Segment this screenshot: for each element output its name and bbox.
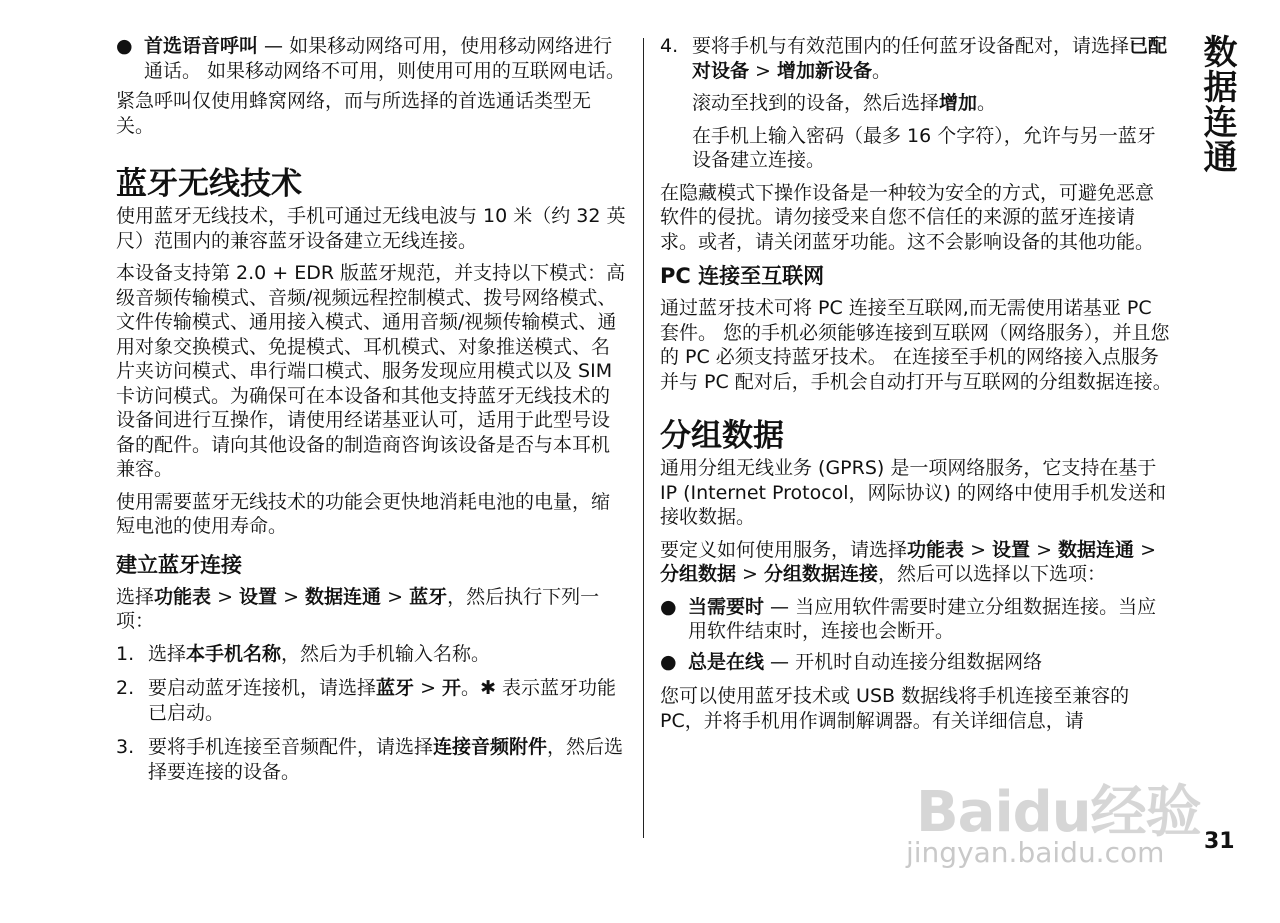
- step-text: 。: [461, 677, 481, 699]
- step-text: 滚动至找到的设备，然后选择: [692, 92, 940, 114]
- step-number: 4.: [660, 35, 679, 57]
- bullet-dot: ●: [660, 650, 677, 673]
- menu-path-item: 设置: [992, 538, 1031, 561]
- step-option: 蓝牙: [376, 677, 415, 699]
- step-text: 要将手机与有效范围内的任何蓝牙设备配对，请选择: [692, 35, 1130, 57]
- bullet-term: 首选语音呼叫: [144, 35, 259, 57]
- menu-path-item: 分组数据连接: [764, 563, 879, 585]
- setup-intro-post: ，然后执行下列一项：: [116, 585, 600, 632]
- bullet-text: — 当应用软件需要时建立分组数据连接。当应用软件结束时，连接也会断开。: [688, 595, 1157, 642]
- paragraph-text: ，然后可以选择以下选项：: [878, 563, 1107, 585]
- usb-modem-paragraph: 您可以使用蓝牙技术或 USB 数据线将手机连接至兼容的 PC，并将手机用作调制解调器。有关详细信息，请: [660, 685, 1130, 732]
- menu-path-separator: >: [277, 585, 306, 608]
- watermark-logo: Baidu经验: [916, 780, 1201, 845]
- step-2: [116, 676, 628, 725]
- menu-path-separator: >: [211, 585, 240, 608]
- menu-path-item: 功能表: [907, 538, 965, 561]
- step-text: 。: [977, 92, 997, 114]
- step-4: [660, 34, 1172, 83]
- setup-intro-paragraph: [116, 585, 628, 634]
- step-option: 本手机名称: [186, 642, 282, 665]
- bullet-term: 总是在线: [688, 650, 765, 673]
- setup-bluetooth-heading: 建立蓝牙连接: [116, 552, 242, 577]
- menu-path-item: 设置: [239, 585, 278, 608]
- bullet-dot: ●: [660, 595, 677, 618]
- menu-path-separator: >: [1134, 538, 1157, 561]
- packet-data-heading: 分组数据: [660, 418, 784, 454]
- bullet-always-online: [660, 650, 1172, 675]
- step-option: 增加新设备: [777, 59, 873, 82]
- bluetooth-paragraph-2: 本设备支持第 2.0 + EDR 版蓝牙规范，并支持以下模式：高级音频传输模式、音频/视频远程控制模式、拨号网络模式、文件传输模式、通用接入模式、通用音频/视频传输模式、通用对象交换模式、免提模式、耳机模式、对象推送模式、名片夹访问模式、串行端口模式、服务发现应用模式以及 SIM 卡访问模式。为确保可在本设备和其他支持蓝牙无线技术的设备间进行互操作，请使用经诺基亚认可，适用于此型号设备的配件。请向其他设备的制造商咨询该设备是否与本耳机兼容。: [116, 262, 626, 480]
- step-text: 。: [872, 59, 892, 82]
- step-option: 已配对设备: [692, 35, 1168, 82]
- emergency-paragraph: 紧急呼叫仅使用蜂窝网络，而与所选择的首选通话类型无关。: [116, 90, 592, 137]
- step-text: 要启动蓝牙连接机，请选择: [148, 677, 377, 699]
- bluetooth-heading: 蓝牙无线技术: [116, 166, 302, 202]
- bullet-text: — 开机时自动连接分组数据网络: [764, 650, 1043, 673]
- paragraph-text: 要定义如何使用服务，请选择: [660, 538, 908, 561]
- bluetooth-paragraph-3: 使用需要蓝牙无线技术的功能会更快地消耗电池的电量，缩短电池的使用寿命。: [116, 490, 611, 537]
- step-4-sub-1: [660, 91, 1172, 116]
- step-option: 增加: [939, 92, 978, 114]
- step-3: [116, 735, 628, 784]
- menu-path-separator: >: [1030, 538, 1059, 561]
- menu-path-separator: >: [414, 677, 443, 699]
- step-1: [116, 642, 628, 667]
- bullet-when-needed: [660, 595, 1172, 644]
- step-text: ，然后选择要连接的设备。: [148, 736, 624, 783]
- section-side-title: 数据连通: [1197, 34, 1237, 174]
- step-text: 表示蓝牙功能已启动。: [148, 677, 617, 724]
- step-number: 3.: [116, 736, 135, 758]
- bullet-dot: ●: [116, 35, 133, 57]
- menu-path-item: 数据连通: [1058, 538, 1135, 561]
- column-divider: [643, 38, 644, 838]
- menu-path-item: 数据连通: [305, 585, 382, 608]
- menu-path-separator: >: [736, 563, 765, 585]
- page-number: 31: [1204, 829, 1235, 854]
- step-option: 开: [442, 677, 462, 699]
- bluetooth-paragraph-1: 使用蓝牙无线技术，手机可通过无线电波与 10 米（约 32 英尺）范围内的兼容蓝牙设备建立无线连接。: [116, 205, 626, 252]
- watermark-url: jingyan.baidu.com: [906, 836, 1165, 869]
- menu-path-separator: >: [964, 538, 993, 561]
- menu-path-item: 蓝牙: [409, 585, 448, 608]
- left-column: [116, 34, 628, 794]
- step-number: 2.: [116, 677, 135, 699]
- bullet-preferred-voice-call: [116, 34, 628, 83]
- menu-path-separator: >: [749, 59, 778, 82]
- setup-intro-pre: 选择: [116, 585, 155, 608]
- baidu-watermark: [902, 764, 1202, 874]
- right-column: [660, 34, 1172, 741]
- pc-internet-paragraph: 通过蓝牙技术可将 PC 连接至互联网,而无需使用诺基亚 PC 套件。 您的手机必须能够连接到互联网（网络服务），并且您的 PC 必须支持蓝牙技术。 在连接至手机的网络接入点服务并与 PC 配对后，手机会自动打开与互联网的分组数据连接。: [660, 297, 1172, 393]
- step-text: ，然后为手机输入名称。: [281, 642, 491, 665]
- menu-path-item: 分组数据: [660, 563, 737, 585]
- step-number: 1.: [116, 642, 135, 665]
- menu-path-separator: >: [381, 585, 410, 608]
- step-text: 选择: [148, 642, 187, 665]
- step-text: 要将手机连接至音频配件，请选择: [148, 736, 434, 758]
- bluetooth-icon: ✱: [480, 677, 496, 699]
- step-4-sub-2: 在手机上输入密码（最多 16 个字符），允许与另一蓝牙设备建立连接。: [692, 124, 1156, 171]
- step-option: 连接音频附件: [433, 736, 548, 758]
- pc-internet-heading: PC 连接至互联网: [660, 264, 825, 288]
- bullet-text: — 如果移动网络可用，使用移动网络进行通话。 如果移动网络不可用，则使用可用的互联网电话。: [144, 35, 626, 82]
- packet-data-paragraph-1: 通用分组无线业务 (GPRS) 是一项网络服务，它支持在基于 IP (Internet Protocol，网际协议) 的网络中使用手机发送和接收数据。: [660, 457, 1167, 528]
- packet-data-paragraph-2: [660, 538, 1172, 587]
- bullet-term: 当需要时: [688, 595, 765, 618]
- menu-path-item: 功能表: [154, 585, 212, 608]
- hidden-mode-paragraph: 在隐藏模式下操作设备是一种较为安全的方式，可避免恶意软件的侵扰。请勿接受来自您不信任的来源的蓝牙连接请求。或者，请关闭蓝牙功能。这不会影响设备的其他功能。: [660, 181, 1155, 253]
